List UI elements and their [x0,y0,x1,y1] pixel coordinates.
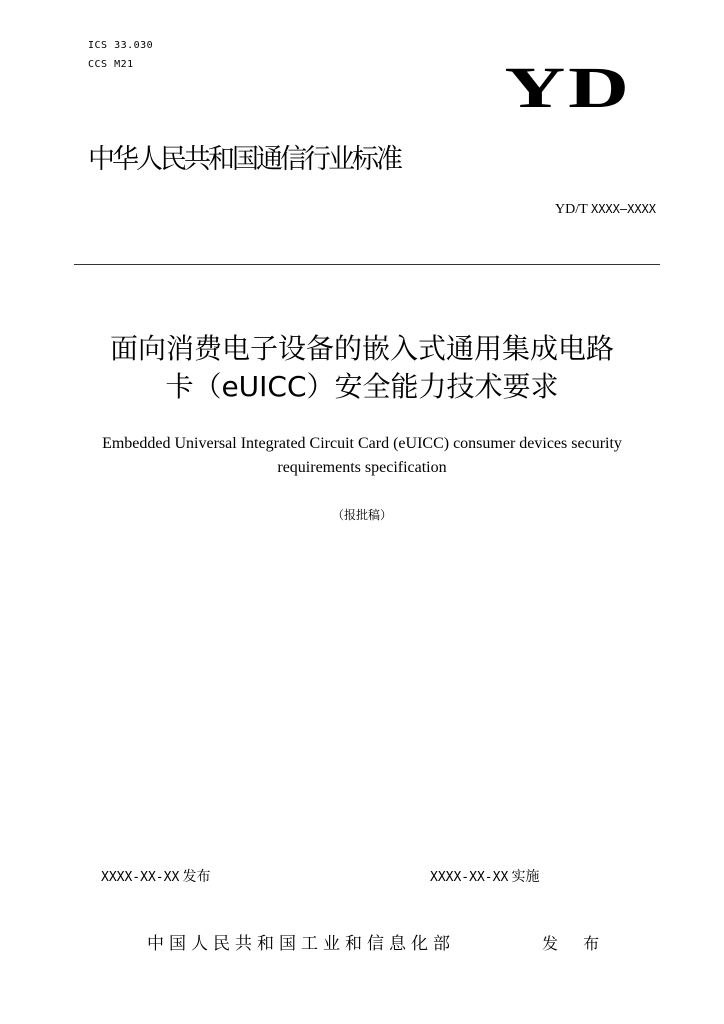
effective-date: XXXX-XX-XX [430,870,509,885]
chinese-title-line-2: 卡（eUICC）安全能力技术要求 [165,370,559,403]
ccs-code: CCS M21 [88,59,134,70]
draft-status: （报批稿） [331,508,392,522]
publish-date: XXXX-XX-XX [101,870,180,885]
header-divider [74,264,660,265]
yd-logo: YD [504,55,632,120]
issuing-authority: 中国人民共和国工业和信息化部 [147,934,455,954]
chinese-title-line-1: 面向消费电子设备的嵌入式通用集成电路 [109,332,614,365]
standard-number-code: XXXX—XXXX [590,202,656,216]
standard-number-prefix: YD/T [555,202,591,217]
publish-date-row [101,868,211,887]
effective-date-row [430,868,540,887]
effective-label: 实施 [511,869,540,885]
publish-label: 发布 [182,869,211,885]
english-title-line-1: Embedded Universal Integrated Circuit Card (eUICC) consumer devices security [102,435,622,452]
issue-label: 发 布 [542,934,610,953]
standard-category-title: 中华人民共和国通信行业标准 [88,144,400,175]
english-title-line-2: requirements specification [277,459,447,476]
ics-code: ICS 33.030 [88,40,154,51]
standard-number [555,201,656,218]
